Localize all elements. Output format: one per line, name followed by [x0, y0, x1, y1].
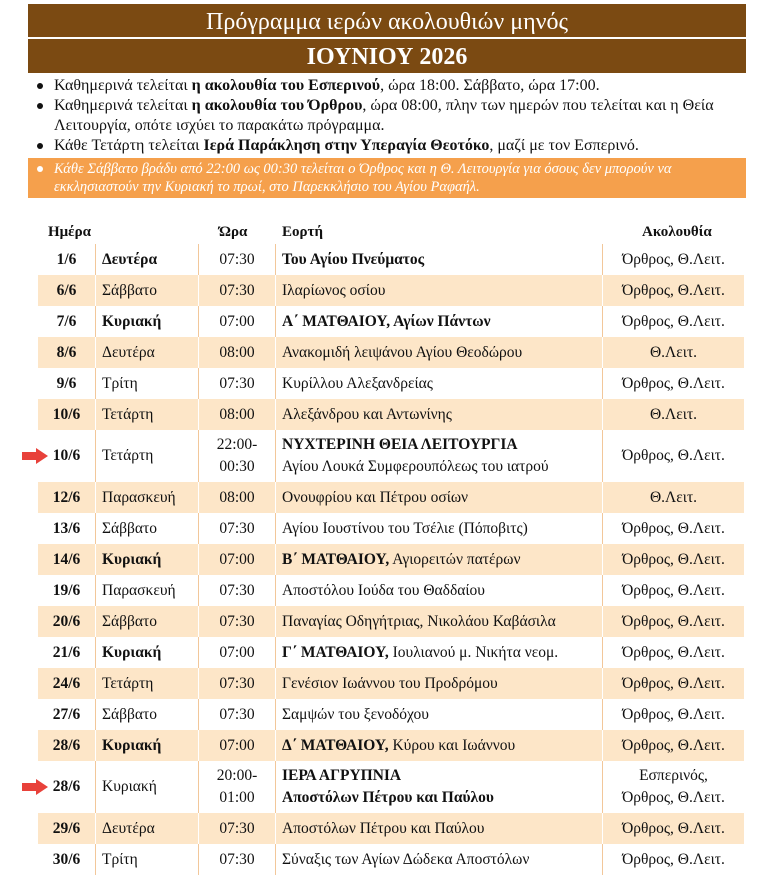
row-date: 27/6: [38, 699, 96, 730]
row-time: [199, 306, 276, 337]
note-text: , μαζί με τον Εσπερινό.: [489, 137, 639, 154]
feast-text: Γενέσιον Ιωάννου του Προδρόμου: [282, 674, 498, 692]
title-line2: ΙΟΥΝΙΟΥ 2026: [306, 44, 468, 70]
schedule-table: [38, 222, 744, 875]
row-date: 21/6: [38, 637, 96, 668]
feast-text: Αποστόλων Πέτρου και Παύλου: [282, 819, 485, 837]
row-service: [603, 513, 744, 544]
row-day: Παρασκευή: [96, 575, 199, 606]
row-date: 12/6: [38, 482, 96, 513]
feast-bold: ΙΕΡΑ ΑΓΡΥΠΝΙΑ: [282, 767, 402, 784]
row-feast: [276, 699, 603, 730]
row-date: 1/6: [38, 244, 96, 275]
service-line: Εσπερινός,: [639, 767, 708, 784]
row-day: Κυριακή: [96, 761, 199, 813]
feast-line: [282, 765, 401, 787]
row-service: [603, 606, 744, 637]
row-service: [603, 575, 744, 606]
feast-line: [282, 518, 528, 540]
row-date: 28/6: [38, 761, 96, 813]
row-service: [603, 668, 744, 699]
row-date: 24/6: [38, 668, 96, 699]
row-time: [199, 513, 276, 544]
table-row: [38, 430, 744, 482]
row-date: 7/6: [38, 306, 96, 337]
row-time: [199, 244, 276, 275]
service-line: Όρθρος, Θ.Λειτ.: [622, 312, 725, 330]
feast-bold: ΝΥΧΤΕΡΙΝΗ ΘΕΙΑ ΛΕΙΤΟΥΡΓΙΑ: [282, 436, 518, 453]
feast-text: Σύναξις των Αγίων Δώδεκα Αποστόλων: [282, 850, 530, 868]
feast-text: Ανακομιδή λειψάνου Αγίου Θεοδώρου: [282, 343, 523, 361]
row-date: 29/6: [38, 813, 96, 844]
row-feast: [276, 399, 603, 430]
row-day: Σάββατο: [96, 606, 199, 637]
service-line: Όρθρος, Θ.Λειτ.: [622, 281, 725, 299]
feast-text: Αγίου Ιουστίνου του Τσέλιε (Πόποβιτς): [282, 519, 528, 537]
feast-text: Αλεξάνδρου και Αντωνίνης: [282, 405, 452, 423]
feast-text: Αποστόλου Ιούδα του Θαδδαίου: [282, 581, 485, 599]
note-bold: η ακολουθία του Εσπερινού: [191, 77, 381, 94]
row-time: [199, 544, 276, 575]
time-line: 08:00: [219, 343, 255, 361]
feast-text: Ιλαρίωνος οσίου: [282, 281, 386, 299]
row-feast: [276, 244, 603, 275]
row-feast: [276, 275, 603, 306]
row-feast: [276, 813, 603, 844]
note-text: Καθημερινά τελείται: [54, 77, 192, 94]
feast-text: Ονουφρίου και Πέτρου οσίων: [282, 488, 469, 506]
row-day: Κυριακή: [96, 637, 199, 668]
row-day: Κυριακή: [96, 306, 199, 337]
table-row: [38, 513, 744, 544]
service-line: Όρθρος, Θ.Λειτ.: [622, 519, 725, 537]
note-text: , ώρα 18:00. Σάββατο, ώρα 17:00.: [380, 77, 600, 94]
note-text: , ώρα 08:00, πλην των ημερών που τελείται και η Θεία Λειτουργία, οπότε ισχύει το παρακάτω πρόγραμμα.: [54, 97, 714, 134]
row-date: 30/6: [38, 844, 96, 875]
row-service: [603, 306, 744, 337]
service-line: Όρθρος, Θ.Λειτ.: [622, 736, 725, 754]
row-time: [199, 368, 276, 399]
row-service: [603, 844, 744, 875]
service-line: Όρθρος, Θ.Λειτ.: [622, 674, 725, 692]
title-line1: Πρόγραμμα ιερών ακολουθιών μηνός: [28, 4, 746, 39]
row-service: [603, 244, 744, 275]
feast-line: [282, 373, 433, 395]
row-service: [603, 761, 744, 813]
feast-line: [282, 342, 522, 364]
row-feast: [276, 730, 603, 761]
service-line: Όρθρος, Θ.Λειτ.: [622, 612, 725, 630]
service-line: Θ.Λειτ.: [649, 343, 698, 361]
row-day: Κυριακή: [96, 730, 199, 761]
feast-line: [282, 311, 491, 333]
feast-line: [282, 580, 485, 602]
row-time: [199, 730, 276, 761]
note-text: Κάθε Τετάρτη τελείται: [54, 137, 204, 154]
row-feast: [276, 513, 603, 544]
feast-line: [282, 280, 385, 302]
row-time: [199, 606, 276, 637]
row-feast: [276, 482, 603, 513]
row-time: [199, 844, 276, 875]
time-line: 20:00-: [216, 767, 258, 784]
time-line: 01:00: [219, 789, 255, 806]
row-day: Σάββατο: [96, 275, 199, 306]
arrow-right-icon: [22, 779, 48, 795]
table-row: [38, 244, 744, 275]
row-date: 20/6: [38, 606, 96, 637]
feast-line: [282, 249, 424, 271]
col-service-header: Ακολουθία: [642, 224, 712, 240]
time-line: 07:30: [219, 705, 255, 723]
row-date: 19/6: [38, 575, 96, 606]
notes-list: [28, 76, 746, 198]
service-line: Όρθρος, Θ.Λειτ.: [622, 447, 725, 464]
feast-text: Παναγίας Οδηγήτριας, Νικολάου Καβάσιλα: [282, 612, 556, 630]
table-header: [38, 222, 744, 244]
row-day: Τρίτη: [96, 368, 199, 399]
feast-line: [282, 487, 468, 509]
note-item: [28, 96, 746, 136]
row-date: 13/6: [38, 513, 96, 544]
row-time: [199, 668, 276, 699]
feast-line2: Αποστόλων Πέτρου και Παύλου: [282, 789, 494, 806]
col-feast-header: Εορτή: [282, 224, 323, 240]
row-service: [603, 482, 744, 513]
time-line: 22:00-: [216, 436, 258, 453]
row-day: Κυριακή: [96, 544, 199, 575]
feast-line: [282, 673, 498, 695]
table-row: [38, 306, 744, 337]
row-day: Παρασκευή: [96, 482, 199, 513]
arrow-right-icon: [22, 448, 48, 464]
feast-line: [282, 818, 484, 840]
feast-line: [282, 704, 429, 726]
row-feast: [276, 637, 603, 668]
feast-bold: Γ΄ ΜΑΤΘΑΙΟΥ,: [282, 643, 389, 661]
row-date: 9/6: [38, 368, 96, 399]
title-banner: [28, 4, 746, 73]
row-service: [603, 544, 744, 575]
feast-bold: Δ΄ ΜΑΤΘΑΙΟΥ,: [282, 736, 389, 754]
row-time: [199, 399, 276, 430]
row-feast: [276, 606, 603, 637]
feast-bold: Α΄ ΜΑΤΘΑΙΟΥ, Αγίων Πάντων: [282, 312, 491, 330]
note-bold: η ακολουθία του Όρθρου: [191, 97, 363, 114]
table-row: [38, 337, 744, 368]
row-date: 8/6: [38, 337, 96, 368]
time-line: 07:30: [219, 819, 255, 837]
row-time: [199, 761, 276, 813]
row-feast: [276, 368, 603, 399]
table-row: [38, 730, 744, 761]
note-highlight: [28, 158, 746, 198]
table-body: [38, 244, 744, 875]
row-date: 28/6: [38, 730, 96, 761]
table-row: [38, 606, 744, 637]
time-line: 07:30: [219, 250, 255, 268]
row-time: [199, 813, 276, 844]
service-line: Όρθρος, Θ.Λειτ.: [622, 819, 725, 837]
row-feast: [276, 844, 603, 875]
row-service: [603, 637, 744, 668]
row-service: [603, 337, 744, 368]
time-line: 07:30: [219, 612, 255, 630]
row-time: [199, 699, 276, 730]
row-day: Δευτέρα: [96, 337, 199, 368]
table-row: [38, 482, 744, 513]
service-line: Όρθρος, Θ.Λειτ.: [622, 705, 725, 723]
row-service: [603, 699, 744, 730]
feast-text: Κύρου και Ιωάννου: [388, 736, 516, 754]
service-line: Όρθρος, Θ.Λειτ.: [622, 550, 725, 568]
row-date: 10/6: [38, 430, 96, 482]
note-item: [28, 76, 746, 96]
service-line: Όρθρος, Θ.Λειτ.: [622, 581, 725, 599]
feast-line: [282, 549, 521, 571]
time-line: 08:00: [219, 488, 255, 506]
row-service: [603, 275, 744, 306]
time-line: 07:30: [219, 281, 255, 299]
row-day: Σάββατο: [96, 699, 199, 730]
row-service: [603, 730, 744, 761]
feast-line: [282, 434, 518, 456]
row-feast: [276, 544, 603, 575]
time-line: 07:00: [219, 736, 255, 754]
row-time: [199, 575, 276, 606]
row-service: [603, 430, 744, 482]
table-row: [38, 844, 744, 875]
row-service: [603, 399, 744, 430]
feast-text: Αγιορειτών πατέρων: [389, 550, 521, 568]
row-date: 10/6: [38, 399, 96, 430]
feast-line: [282, 735, 515, 757]
row-day: Τετάρτη: [96, 668, 199, 699]
table-row: [38, 699, 744, 730]
row-time: [199, 337, 276, 368]
row-day: Σάββατο: [96, 513, 199, 544]
table-row: [38, 813, 744, 844]
row-date: 14/6: [38, 544, 96, 575]
time-line: 08:00: [219, 405, 255, 423]
table-row: [38, 399, 744, 430]
row-feast: [276, 668, 603, 699]
row-time: [199, 430, 276, 482]
row-time: [199, 482, 276, 513]
service-line: Θ.Λειτ.: [649, 488, 698, 506]
row-time: [199, 275, 276, 306]
row-service: [603, 368, 744, 399]
row-feast: [276, 430, 603, 482]
time-line: 07:30: [219, 374, 255, 392]
feast-text: Κυρίλλου Αλεξανδρείας: [282, 374, 433, 392]
feast-text: Ιουλιανού μ. Νικήτα νεομ.: [388, 643, 559, 661]
row-feast: [276, 306, 603, 337]
time-line: 00:30: [219, 458, 255, 475]
row-feast: [276, 575, 603, 606]
row-day: Δευτέρα: [96, 244, 199, 275]
time-line: 07:00: [219, 643, 255, 661]
feast-line: [282, 611, 556, 633]
time-line: 07:30: [219, 519, 255, 537]
table-row: [38, 544, 744, 575]
row-date: 6/6: [38, 275, 96, 306]
feast-line: [282, 404, 452, 426]
note-item: [28, 136, 746, 156]
row-time: [199, 637, 276, 668]
table-row: [38, 368, 744, 399]
table-row: [38, 668, 744, 699]
time-line: 07:30: [219, 581, 255, 599]
row-day: Τετάρτη: [96, 430, 199, 482]
time-line: 07:00: [219, 550, 255, 568]
service-line: Θ.Λειτ.: [649, 405, 698, 423]
service-line: Όρθρος, Θ.Λειτ.: [622, 643, 725, 661]
row-feast: [276, 337, 603, 368]
service-line: Όρθρος, Θ.Λειτ.: [622, 250, 725, 268]
table-row: [38, 637, 744, 668]
col-date-header: Ημέρα: [48, 224, 91, 240]
note-text: Καθημερινά τελείται: [54, 97, 192, 114]
row-day: Τρίτη: [96, 844, 199, 875]
row-day: Δευτέρα: [96, 813, 199, 844]
row-service: [603, 813, 744, 844]
service-line: Όρθρος, Θ.Λειτ.: [622, 789, 725, 806]
service-line: Όρθρος, Θ.Λειτ.: [622, 374, 725, 392]
feast-text: Σαμψών του ξενοδόχου: [282, 705, 429, 723]
feast-line2: Αγίου Λουκά Συμφερουπόλεως του ιατρού: [282, 458, 549, 475]
table-row: [38, 761, 744, 813]
col-time-header: Ώρα: [219, 224, 248, 240]
row-day: Τετάρτη: [96, 399, 199, 430]
feast-line: [282, 849, 529, 871]
feast-line: [282, 642, 558, 664]
time-line: 07:00: [219, 312, 255, 330]
note-text: Κάθε Σάββατο βράδυ από 22:00 ως 00:30 τελείται ο Όρθρος και η Θ. Λειτουργία για όσους δεν μπορούν να εκκλησιαστούν την Κυριακή το πρωί, στο Παρεκκλήσιο του Αγίου Ραφαήλ.: [54, 161, 672, 195]
feast-bold: Του Αγίου Πνεύματος: [282, 250, 425, 268]
note-bold: Ιερά Παράκληση στην Υπεραγία Θεοτόκο: [203, 137, 490, 154]
service-line: Όρθρος, Θ.Λειτ.: [622, 850, 725, 868]
time-line: 07:30: [219, 850, 255, 868]
time-line: 07:30: [219, 674, 255, 692]
table-row: [38, 575, 744, 606]
row-feast: [276, 761, 603, 813]
feast-bold: Β΄ ΜΑΤΘΑΙΟΥ,: [282, 550, 390, 568]
table-row: [38, 275, 744, 306]
